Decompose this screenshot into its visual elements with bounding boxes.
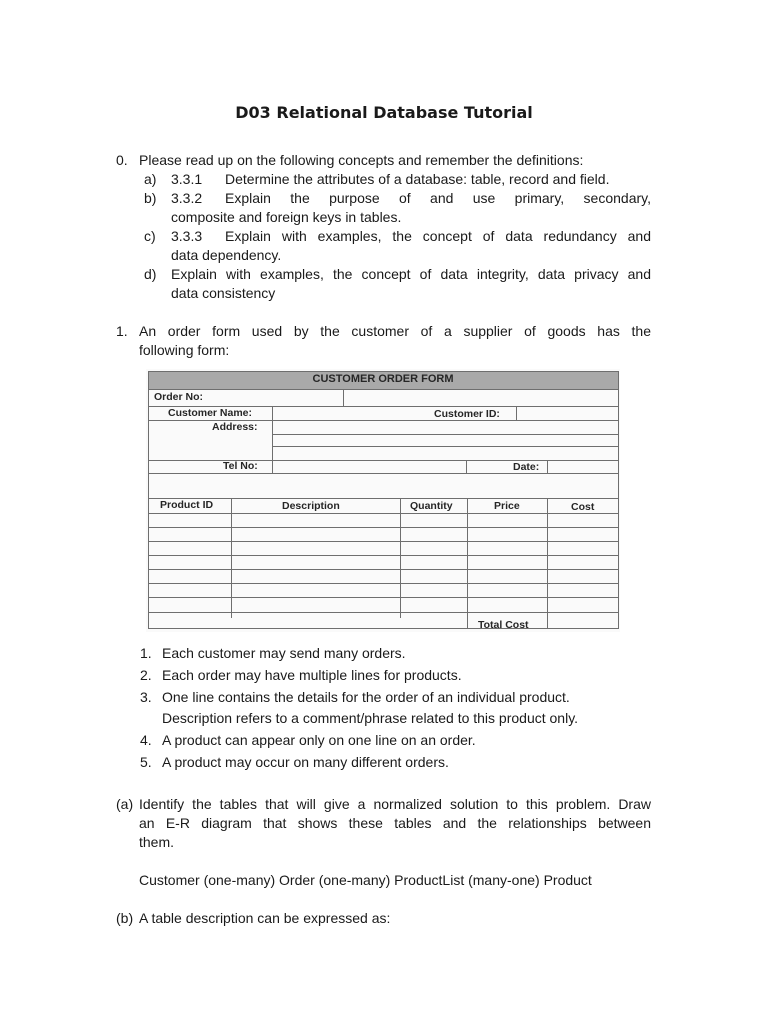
q0-item-b-line1: Explain the purpose of and use primary, secondary,	[225, 190, 651, 206]
column-description: Description	[282, 500, 340, 512]
q0-number: 0.	[116, 152, 128, 168]
customer-id-label: Customer ID:	[434, 408, 500, 420]
q0-intro: Please read up on the following concepts and remember the definitions:	[139, 152, 584, 168]
q0-item-d-line1: Explain with examples, the concept of data integrity, data privacy and	[171, 266, 651, 282]
page-title: D03 Relational Database Tutorial	[235, 103, 533, 122]
q0-item-d-letter: d)	[144, 266, 157, 282]
column-quantity: Quantity	[410, 500, 453, 512]
order-no-label: Order No:	[154, 391, 204, 403]
q0-item-c-code: 3.3.3	[171, 228, 203, 244]
qa-line1: Identify the tables that will give a normalized solution to this problem. Draw	[139, 796, 651, 812]
rule-1-text: Each customer may send many orders.	[162, 645, 406, 661]
qa-label: (a)	[116, 796, 134, 812]
customer-name-label: Customer Name:	[168, 407, 253, 419]
q1-line2: following form:	[139, 342, 230, 358]
rule-3-text: One line contains the details for the order of an individual product.	[162, 689, 570, 705]
rule-3-text-cont: Description refers to a comment/phrase related to this product only.	[162, 710, 579, 726]
q1-line1: An order form used by the customer of a supplier of goods has the	[139, 323, 651, 339]
form-title: CUSTOMER ORDER FORM	[312, 373, 454, 385]
tel-no-label: Tel No:	[223, 460, 258, 472]
rule-4-number: 4.	[140, 732, 152, 748]
column-cost: Cost	[571, 501, 595, 513]
rule-5-text: A product may occur on many different orders.	[162, 754, 449, 770]
q0-item-b-line2: composite and foreign keys in tables.	[171, 209, 402, 225]
qa-line3: them.	[139, 834, 175, 850]
qb-text: A table description can be expressed as:	[139, 910, 391, 926]
q0-item-a-text: Determine the attributes of a database: table, record and field.	[225, 171, 610, 187]
rule-2-text: Each order may have multiple lines for products.	[162, 667, 462, 683]
q0-item-d-line2: data consistency	[171, 285, 276, 301]
date-label: Date:	[513, 461, 540, 473]
qb-label: (b)	[116, 910, 134, 926]
q0-item-a-letter: a)	[144, 171, 157, 187]
column-product-id: Product ID	[160, 499, 214, 511]
rule-1-number: 1.	[140, 645, 152, 661]
address-label: Address:	[212, 421, 258, 433]
q1-number: 1.	[116, 323, 128, 339]
column-price: Price	[494, 500, 520, 512]
rule-4-text: A product can appear only on one line on an order.	[162, 732, 476, 748]
q0-item-c-line2: data dependency.	[171, 247, 282, 263]
q0-item-b-code: 3.3.2	[171, 190, 203, 206]
q0-item-c-line1: Explain with examples, the concept of data redundancy and	[225, 228, 651, 244]
q0-item-a-code: 3.3.1	[171, 171, 203, 187]
rule-5-number: 5.	[140, 754, 152, 770]
q0-item-c-letter: c)	[144, 228, 156, 244]
rule-2-number: 2.	[140, 667, 152, 683]
qa-line2: an E-R diagram that shows these tables and the relationships between	[139, 815, 651, 831]
customer-order-form	[146, 369, 620, 632]
qa-answer: Customer (one-many) Order (one-many) ProductList (many-one) Product	[139, 872, 592, 888]
q0-item-b-letter: b)	[144, 190, 157, 206]
rule-3-number: 3.	[140, 689, 152, 705]
total-cost-label: Total Cost	[478, 619, 529, 631]
